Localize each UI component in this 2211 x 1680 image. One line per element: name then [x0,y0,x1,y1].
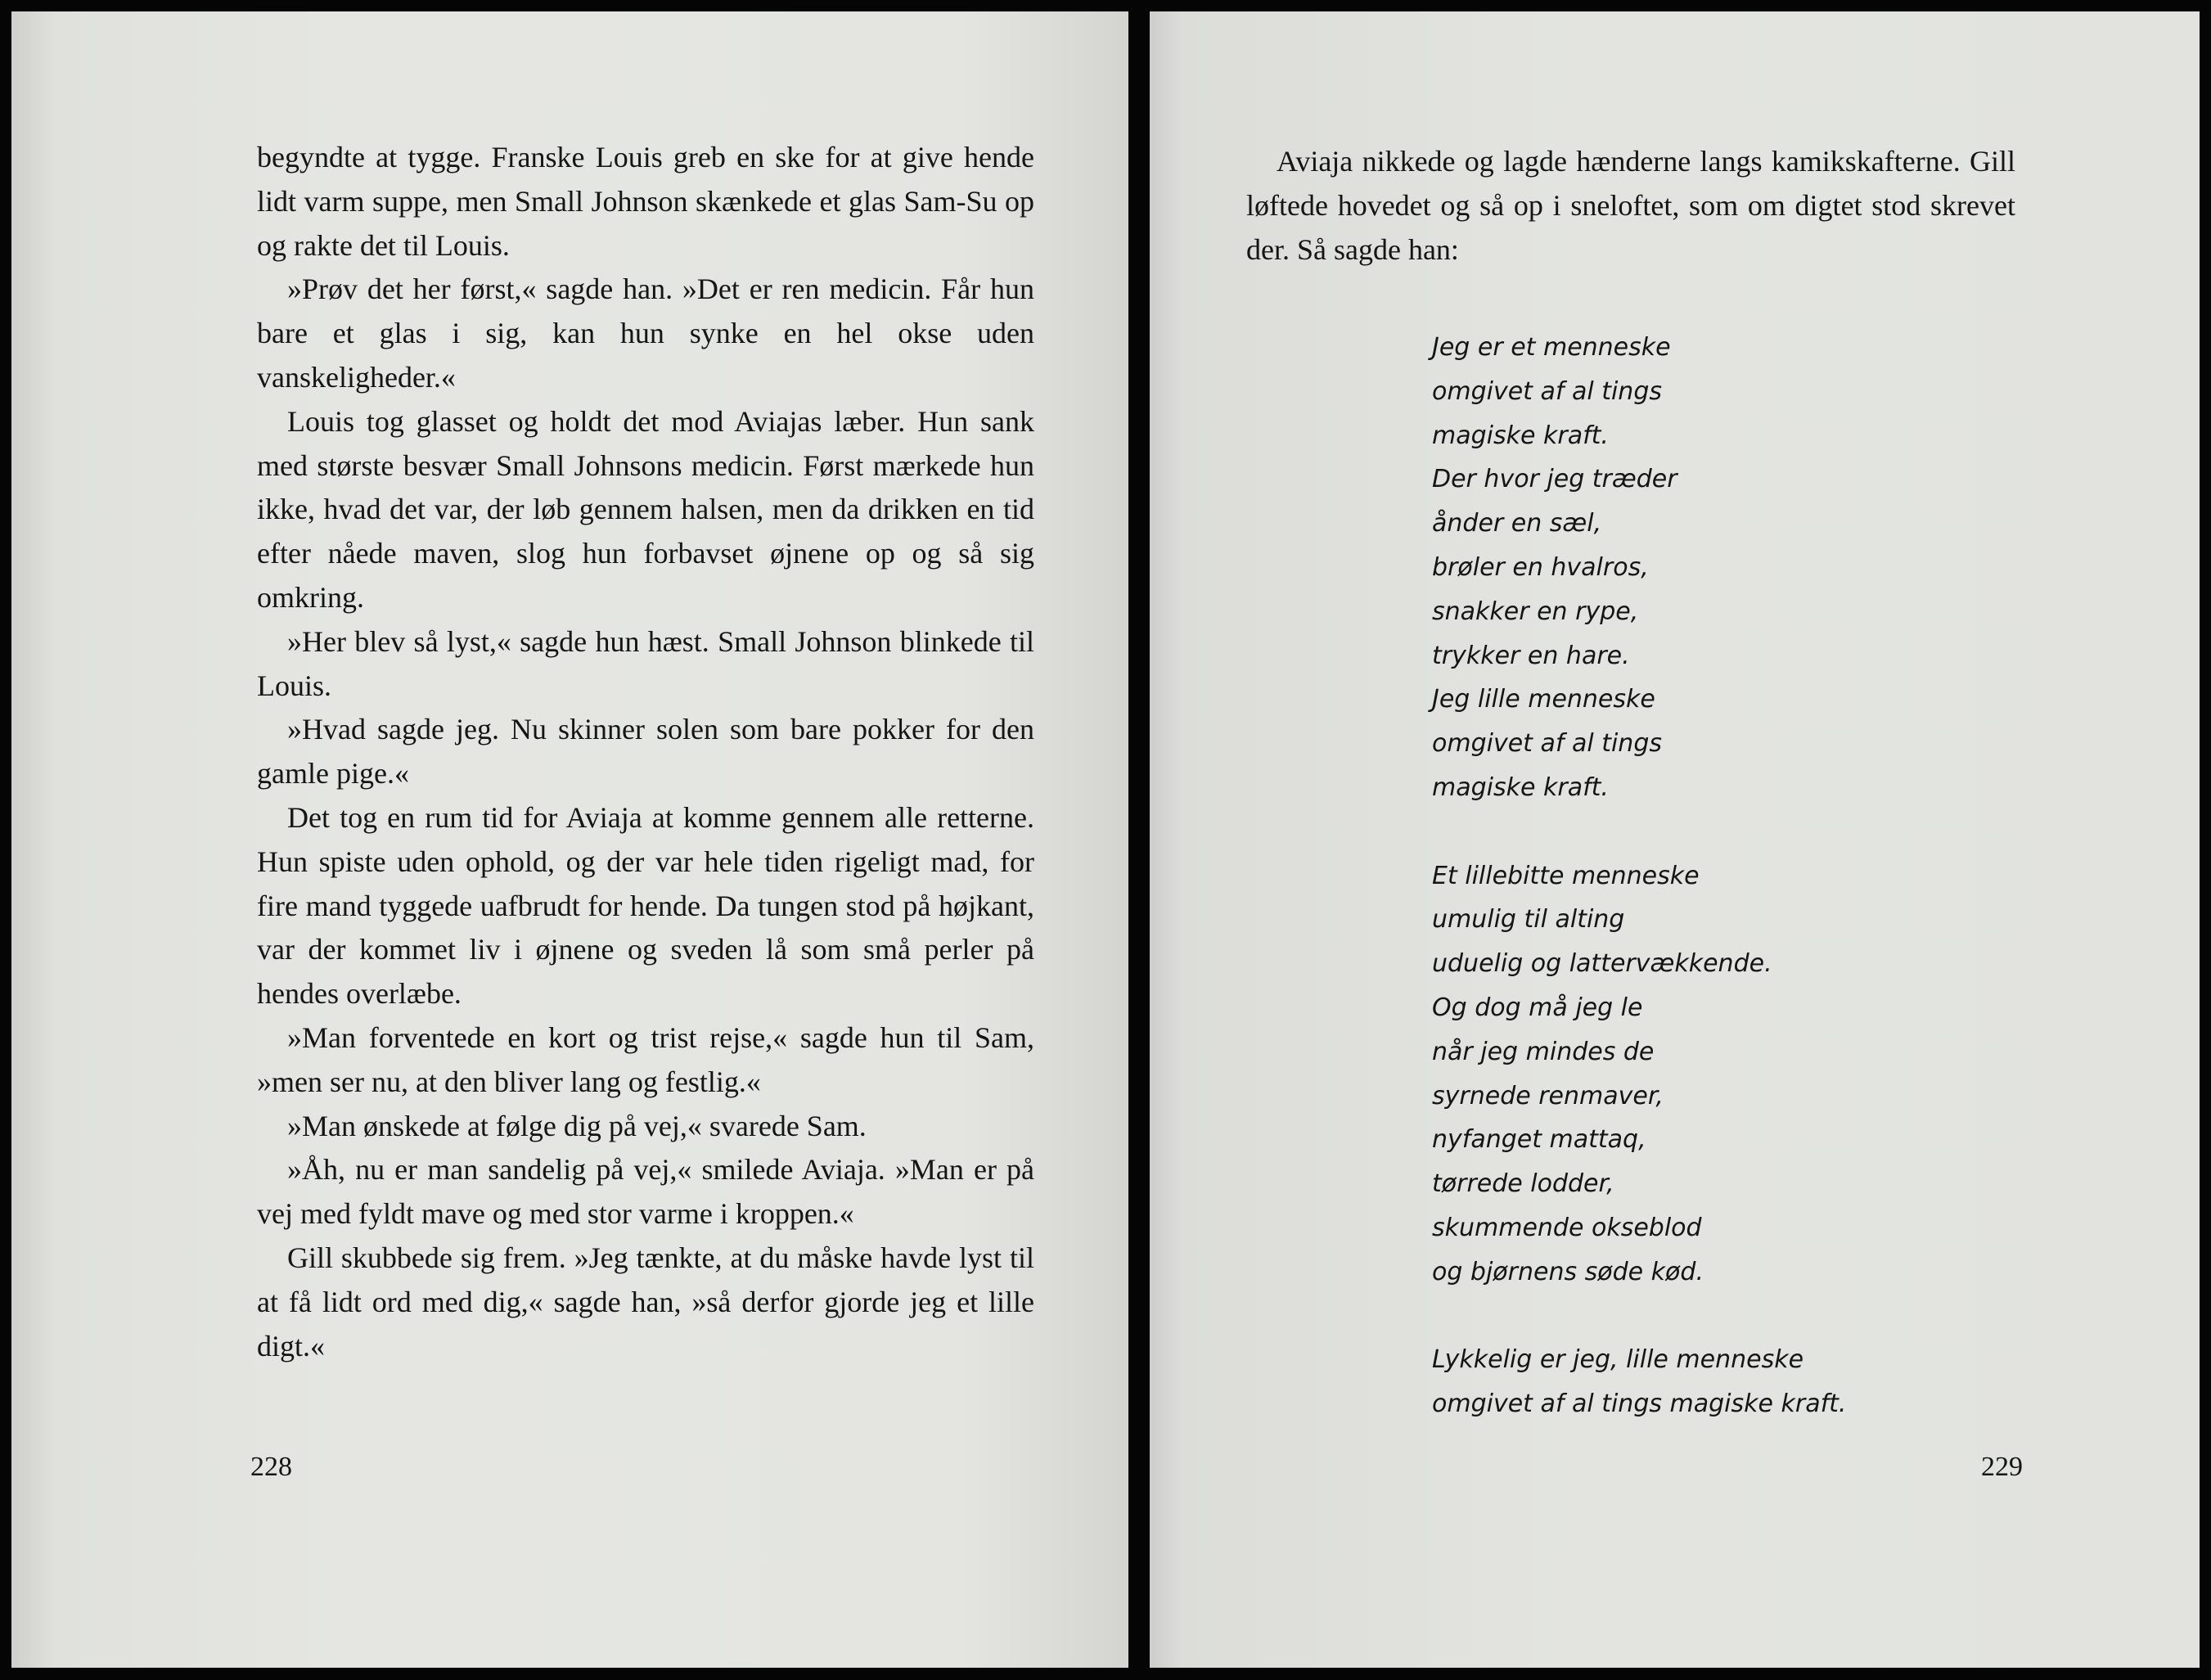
page-number: 229 [1981,1452,2023,1482]
poem-line: skummende okseblod [1432,1213,1702,1242]
poem [1432,326,1846,1471]
poem-line: omgivet af al tings magiske kraft. [1432,1389,1847,1419]
paragraph: »Man ønskede at følge dig på vej,« svarede Sam. [287,1109,867,1142]
paragraph: »Åh, nu er man sandelig på vej,« smilede Aviaja. »Man er på vej med fyldt mave og med stor varme i kroppen.« [257,1153,1034,1231]
poem-line: umulig til alting [1432,905,1625,935]
poem-line: og bjørnens søde kød. [1432,1257,1704,1286]
poem-line: omgivet af al tings [1432,729,1662,759]
poem-line: når jeg mindes de [1432,1037,1655,1066]
poem-line: Og dog må jeg le [1432,993,1643,1022]
right-page-text [1246,140,2015,272]
poem-line: Jeg lille menneske [1432,685,1655,714]
paragraph: Louis tog glasset og holdt det mod Aviajas læber. Hun sank med største besvær Small Johnsons medicin. Først mærkede hun ikke, hvad det var, der løb gennem halsen, men da drikken en tid efter nåede maven, slog hun forbavset øjnene op og så sig omkring. [257,404,1034,614]
poem-line: ånder en sæl, [1432,509,1602,538]
poem-line: syrnede renmaver, [1432,1081,1664,1110]
poem-line: Der hvor jeg træder [1432,465,1677,494]
poem-line: tørrede lodder, [1432,1169,1614,1199]
paragraph: »Hvad sagde jeg. Nu skinner solen som bare pokker for den gamle pige.« [257,713,1034,790]
right-page [1150,11,2200,1668]
poem-stanza [1432,854,1846,1295]
poem-line: Jeg er et menneske [1432,333,1671,362]
paragraph: Det tog en rum tid for Aviaja at komme gennem alle retterne. Hun spiste uden ophold, og der var hele tiden rigeligt mad, for fire mand tyggede uafbrudt for hende. Da tungen stod på højkant, var der kommet liv i øjnene og sveden lå som små perler på hendes overlæbe. [257,800,1034,1011]
poem-line: Et lillebitte menneske [1432,861,1700,890]
left-page [11,11,1128,1668]
left-page-text [257,136,1034,1368]
poem-stanza [1432,1338,1846,1426]
poem-line: nyfanget mattaq, [1432,1125,1646,1155]
paragraph: Aviaja nikkede og lagde hænderne langs kamikskafterne. Gill løftede hovedet og så op i sneloftet, som om digtet stod skrevet der. Så sagde han: [1246,145,2015,266]
paragraph: »Her blev så lyst,« sagde hun hæst. Small Johnson blinkede til Louis. [257,624,1034,702]
poem-line: omgivet af al tings [1432,376,1662,406]
paragraph: »Man forventede en kort og trist rejse,« sagde hun til Sam, »men ser nu, at den bliver lang og festlig.« [257,1020,1034,1098]
paragraph: »Prøv det her først,« sagde han. »Det er ren medicin. Får hun bare et glas i sig, kan hun synke en hel okse uden vanskeligheder.« [257,272,1034,394]
poem-line: magiske kraft. [1432,421,1609,450]
poem-line: Lykkelig er jeg, lille menneske [1432,1345,1804,1375]
paragraph: begyndte at tygge. Franske Louis greb en ske for at give hende lidt varm suppe, men Small Johnson skænkede et glas Sam-Su op og rakte det til Louis. [257,141,1034,262]
poem-line: brøler en hvalros, [1432,552,1649,582]
poem-stanza [1432,326,1846,810]
poem-line: snakker en rype, [1432,597,1639,626]
poem-line: uduelig og lattervækkende. [1432,949,1772,979]
poem-line: trykker en hare. [1432,641,1630,670]
page-number: 228 [250,1452,292,1482]
paragraph: Gill skubbede sig frem. »Jeg tænkte, at du måske havde lyst til at få lidt ord med dig,« sagde han, »så derfor gjorde jeg et lille digt.« [257,1241,1034,1362]
poem-line: magiske kraft. [1432,772,1609,802]
